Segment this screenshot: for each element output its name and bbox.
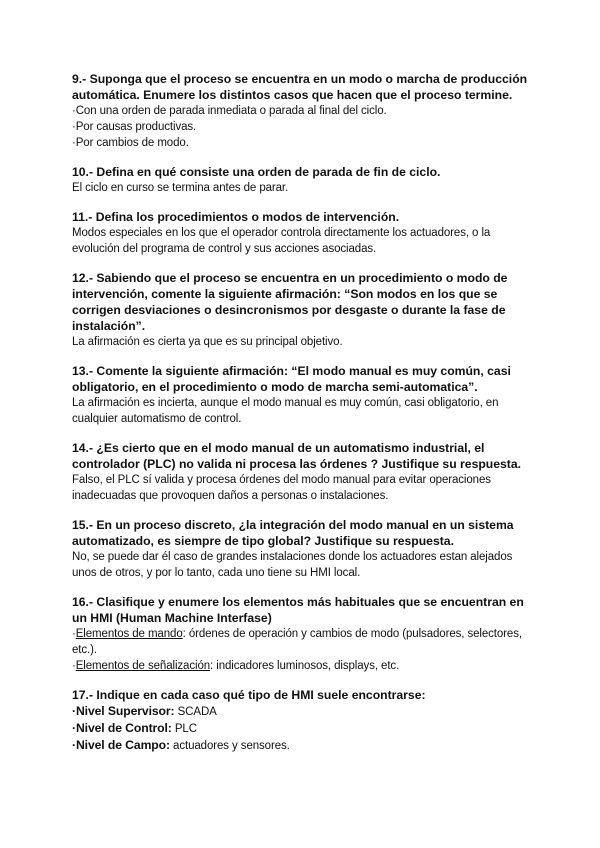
question-title: 16.- Clasifique y enumere los elementos más habituales que se encuentran en un HMI (Human Machine Interfase) <box>72 595 524 625</box>
hmi-level-item <box>72 720 532 737</box>
question-title: 9.- Suponga que el proceso se encuentra en un modo o marcha de producción automática. Enumere los distintos casos que hacen que el proceso termine. <box>72 72 528 102</box>
hmi-element-desc: : órdenes de operación y cambios de modo (pulsadores, selectores, etc.). <box>72 628 522 656</box>
hmi-element-term: Elementos de señalización <box>75 660 211 672</box>
question-title: 10.- Defina en qué consiste una orden de parada de fin de ciclo. <box>72 165 441 179</box>
hmi-element-item <box>72 626 532 658</box>
questions-list <box>72 71 532 767</box>
question-12 <box>72 270 532 350</box>
answer-text: La afirmación es cierta ya que es su principal objetivo. <box>72 336 343 348</box>
hmi-level-item <box>72 737 532 754</box>
answer-text: No, se puede dar él caso de grandes instalaciones donde los actuadores estan alejados unos de otros, y por lo tanto, cada uno tiene su HMI local. <box>72 551 513 579</box>
level-value: PLC <box>171 723 197 735</box>
question-17 <box>72 687 532 754</box>
question-13 <box>72 363 532 427</box>
answer-line: ·Con una orden de parada inmediata o parada al final del ciclo. <box>72 105 387 117</box>
question-14 <box>72 440 532 504</box>
question-title: 11.- Defina los procedimientos o modos de intervención. <box>72 210 400 224</box>
question-9 <box>72 71 532 151</box>
bullet: · <box>72 660 76 672</box>
level-label: ·Nivel Supervisor: <box>72 704 175 718</box>
level-label: ·Nivel de Campo: <box>72 738 170 752</box>
level-label: ·Nivel de Control: <box>72 721 172 735</box>
answer-text: El ciclo en curso se termina antes de parar. <box>72 182 289 194</box>
question-11 <box>72 209 532 257</box>
hmi-element-desc: : indicadores luminosos, displays, etc. <box>210 660 400 672</box>
answer-text: Falso, el PLC sí valida y procesa órdenes del modo manual para evitar operaciones inadecuadas que provoquen daños a personas o instalaciones. <box>72 474 491 502</box>
answer-text: Modos especiales en los que el operador controla directamente los actuadores, o la evolución del programa de control y sus acciones asociadas. <box>72 227 491 255</box>
question-16 <box>72 594 532 674</box>
question-15 <box>72 517 532 581</box>
question-title: 17.- Indique en cada caso qué tipo de HMI suele encontrarse: <box>72 688 426 702</box>
level-value: SCADA <box>174 706 217 718</box>
answer-text: La afirmación es incierta, aunque el modo manual es muy común, casi obligatorio, en cualquier automatismo de control. <box>72 397 499 425</box>
answer-line: ·Por causas productivas. <box>72 121 197 133</box>
question-title: 14.- ¿Es cierto que en el modo manual de un automatismo industrial, el controlador (PLC) no valida ni procesa las órdenes ? Justifique su respuesta. <box>72 441 522 471</box>
question-title: 15.- En un proceso discreto, ¿la integración del modo manual en un sistema automatizado, es siempre de tipo global? Justifique su respuesta. <box>72 518 514 548</box>
bullet: · <box>72 628 76 640</box>
question-10 <box>72 164 532 196</box>
hmi-level-item <box>72 703 532 720</box>
level-value: actuadores y sensores. <box>169 740 290 752</box>
answer-line: ·Por cambios de modo. <box>72 137 189 149</box>
hmi-element-item <box>72 658 532 674</box>
question-title: 12.- Sabiendo que el proceso se encuentra en un procedimiento o modo de intervención, comente la siguiente afirmación: “Son modos en los que se corrigen desviaciones o desincronismos por desgaste o durante la fase de instalación”. <box>72 271 508 333</box>
question-title: 13.- Comente la siguiente afirmación: “El modo manual es muy común, casi obligatorio, en el procedimiento o modo de marcha semi-automatica”. <box>72 364 511 394</box>
hmi-element-term: Elementos de mando <box>75 628 183 640</box>
